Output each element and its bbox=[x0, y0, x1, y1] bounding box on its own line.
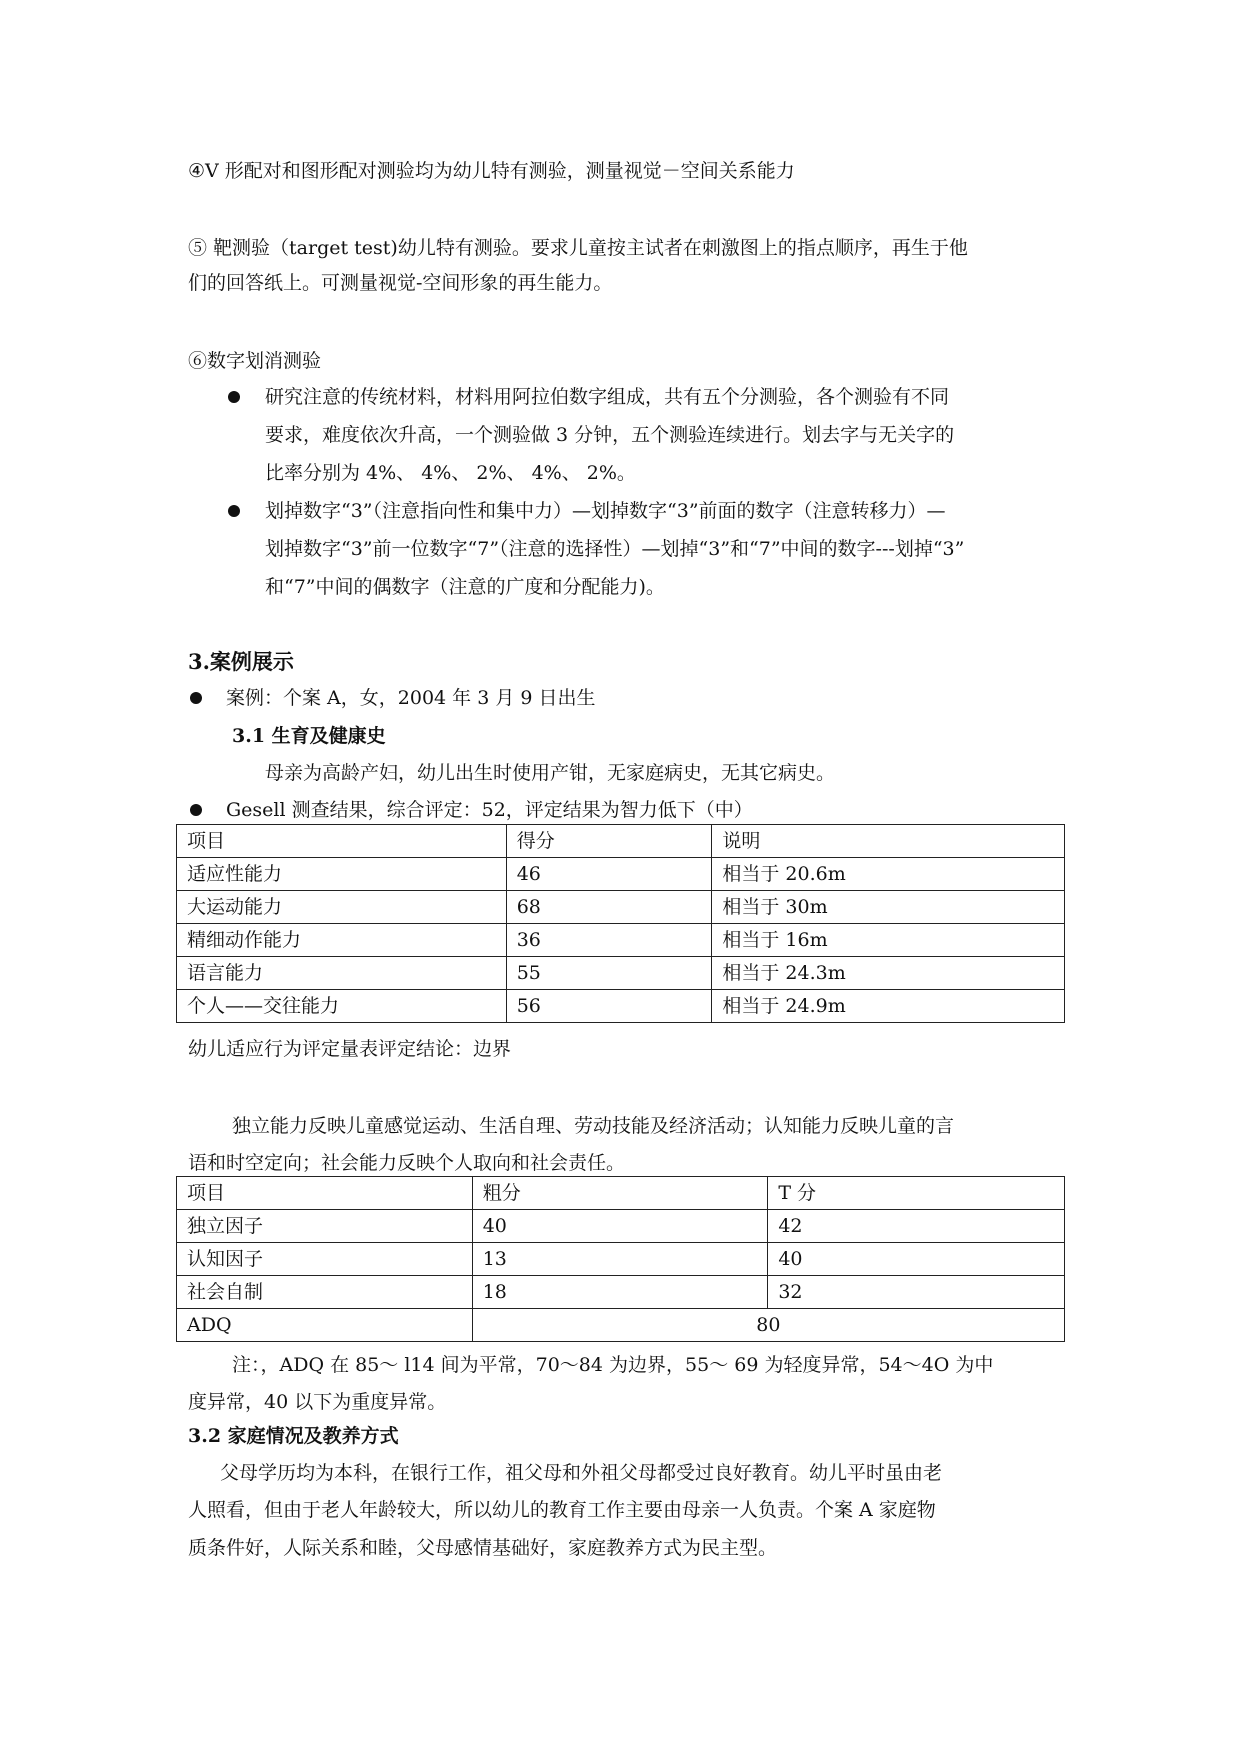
table-cell: 56 bbox=[506, 990, 712, 1023]
table-cell: 相当于 16m bbox=[712, 924, 1065, 957]
table-cell: 认知因子 bbox=[177, 1243, 473, 1276]
table-cell: 40 bbox=[472, 1210, 768, 1243]
table-header-row bbox=[177, 825, 1065, 858]
bullet1-line2: 要求，难度依次升高，一个测验做 3 分钟，五个测验连续进行。划去字与无关字的 bbox=[265, 424, 955, 446]
family-text-line3: 质条件好，人际关系和睦，父母感情基础好，家庭教养方式为民主型。 bbox=[188, 1537, 778, 1559]
table-cell: 55 bbox=[506, 957, 712, 990]
table-cell: 18 bbox=[472, 1276, 768, 1309]
table-cell: 大运动能力 bbox=[177, 891, 507, 924]
independence-text-line2: 语和时空定向；社会能力反映个人取向和社会责任。 bbox=[188, 1152, 626, 1174]
table-cell: 相当于 20.6m bbox=[712, 858, 1065, 891]
independence-text-line1: 独立能力反映儿童感觉运动、生活自理、劳动技能及经济活动；认知能力反映儿童的言 bbox=[232, 1115, 955, 1137]
adaptive-behavior-conclusion: 幼儿适应行为评定量表评定结论：边界 bbox=[188, 1038, 512, 1060]
case-line: 案例：个案 A，女，2004 年 3 月 9 日出生 bbox=[226, 687, 596, 709]
table-row bbox=[177, 1243, 1065, 1276]
table-cell: 独立因子 bbox=[177, 1210, 473, 1243]
paragraph-v-shape-test: ④V 形配对和图形配对测验均为幼儿特有测验，测量视觉－空间关系能力 bbox=[188, 160, 795, 182]
table-cell: 42 bbox=[768, 1210, 1065, 1243]
section-title-case-display: 3.案例展示 bbox=[188, 649, 294, 674]
table-cell: 语言能力 bbox=[177, 957, 507, 990]
bullet-icon bbox=[228, 505, 240, 517]
adq-note-line1: 注：，ADQ 在 85～ l14 间为平常，70～84 为边界，55～ 69 为轻度异常，54～4O 为中 bbox=[232, 1354, 994, 1376]
table-cell: 13 bbox=[472, 1243, 768, 1276]
table-row bbox=[177, 1210, 1065, 1243]
header-cell: 项目 bbox=[177, 1177, 473, 1210]
table-row-adq bbox=[177, 1309, 1065, 1342]
bullet-icon bbox=[190, 692, 202, 704]
paragraph-target-test-line2: 们的回答纸上。可测量视觉-空间形象的再生能力。 bbox=[188, 272, 613, 294]
header-cell: 粗分 bbox=[472, 1177, 768, 1210]
table-cell: 相当于 24.9m bbox=[712, 990, 1065, 1023]
table-cell: 个人——交往能力 bbox=[177, 990, 507, 1023]
bullet-icon bbox=[190, 804, 202, 816]
adq-table bbox=[176, 1176, 1065, 1342]
adq-note-line2: 度异常，40 以下为重度异常。 bbox=[188, 1391, 447, 1413]
header-cell: 说明 bbox=[712, 825, 1065, 858]
table-cell: ADQ bbox=[177, 1309, 473, 1342]
table-row bbox=[177, 990, 1065, 1023]
table-cell: 相当于 30m bbox=[712, 891, 1065, 924]
paragraph-target-test-line1: ⑤ 靶测验（target test)幼儿特有测验。要求儿童按主试者在刺激图上的指点顺序，再生于他 bbox=[188, 237, 968, 259]
header-cell: T 分 bbox=[768, 1177, 1065, 1210]
table-cell: 相当于 24.3m bbox=[712, 957, 1065, 990]
bullet-icon bbox=[228, 391, 240, 403]
subsection-title-birth-health: 3.1 生育及健康史 bbox=[232, 725, 386, 747]
table-row bbox=[177, 891, 1065, 924]
table-cell: 精细动作能力 bbox=[177, 924, 507, 957]
table-row bbox=[177, 858, 1065, 891]
birth-health-text: 母亲为高龄产妇，幼儿出生时使用产钳，无家庭病史，无其它病史。 bbox=[265, 762, 836, 784]
header-cell: 项目 bbox=[177, 825, 507, 858]
bullet2-line2: 划掉数字“3”前一位数字“7”（注意的选择性）—划掉“3”和“7”中间的数字---划掉“3” bbox=[265, 538, 965, 560]
table-cell: 社会自制 bbox=[177, 1276, 473, 1309]
heading-number-cancellation: ⑥数字划消测验 bbox=[188, 350, 322, 372]
table-row bbox=[177, 957, 1065, 990]
family-text-line1: 父母学历均为本科，在银行工作，祖父母和外祖父母都受过良好教育。幼儿平时虽由老 bbox=[220, 1462, 943, 1484]
table-row bbox=[177, 1276, 1065, 1309]
table-header-row bbox=[177, 1177, 1065, 1210]
table-cell: 36 bbox=[506, 924, 712, 957]
bullet2-line3: 和“7”中间的偶数字（注意的广度和分配能力)。 bbox=[265, 576, 665, 598]
gesell-table bbox=[176, 824, 1065, 1023]
table-cell: 68 bbox=[506, 891, 712, 924]
bullet2-line1: 划掉数字“3”（注意指向性和集中力）—划掉数字“3”前面的数字（注意转移力）— bbox=[265, 500, 946, 522]
subsection-title-family: 3.2 家庭情况及教养方式 bbox=[188, 1425, 399, 1447]
table-cell: 46 bbox=[506, 858, 712, 891]
table-cell: 32 bbox=[768, 1276, 1065, 1309]
bullet1-line1: 研究注意的传统材料，材料用阿拉伯数字组成，共有五个分测验，各个测验有不同 bbox=[265, 386, 950, 408]
table-cell: 适应性能力 bbox=[177, 858, 507, 891]
bullet1-line3: 比率分别为 4%、 4%、 2%、 4%、 2%。 bbox=[265, 462, 636, 484]
table-cell: 80 bbox=[472, 1309, 1064, 1342]
family-text-line2: 人照看，但由于老人年龄较大，所以幼儿的教育工作主要由母亲一人负责。个案 A 家庭物 bbox=[188, 1499, 936, 1521]
table-cell: 40 bbox=[768, 1243, 1065, 1276]
header-cell: 得分 bbox=[506, 825, 712, 858]
table-row bbox=[177, 924, 1065, 957]
gesell-result-line: Gesell 测查结果，综合评定：52，评定结果为智力低下（中） bbox=[226, 799, 753, 821]
